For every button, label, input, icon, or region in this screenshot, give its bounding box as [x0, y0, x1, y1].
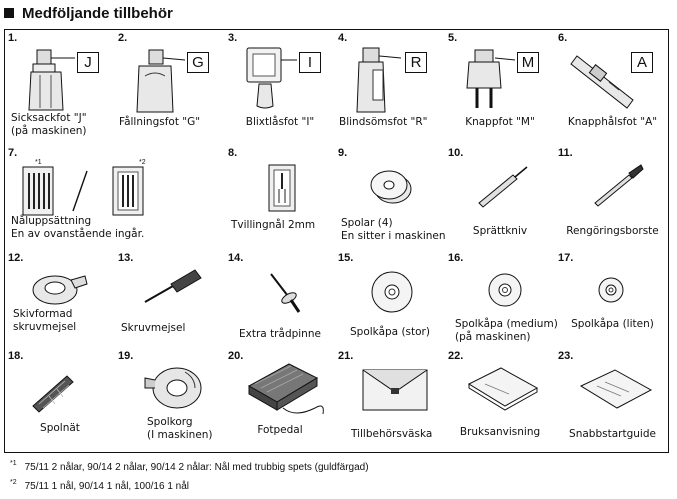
item-15: [335, 250, 445, 348]
item-number: 10.: [448, 147, 464, 159]
item-1: [5, 30, 115, 145]
seam-ripper-icon: [445, 145, 555, 215]
item-2: [115, 30, 225, 145]
manual-icon: [445, 348, 555, 418]
item-13: [115, 250, 225, 348]
item-23: [555, 348, 670, 453]
screwdriver-icon: [115, 250, 225, 320]
item-label: Knapphålsfot "A": [567, 116, 658, 128]
spool-pin-icon: [225, 250, 335, 320]
item-label: Sprättkniv: [472, 225, 528, 237]
spool-cap-large-icon: [335, 250, 445, 320]
spool-cap-medium-icon: [445, 250, 555, 320]
item-label: Knappfot "M": [465, 116, 535, 128]
item-number: 23.: [558, 350, 574, 362]
zipper-foot-icon: [225, 30, 335, 120]
item-number: 9.: [338, 147, 348, 159]
item-10: [445, 145, 555, 250]
foot-badge: M: [517, 52, 539, 73]
item-number: 19.: [118, 350, 134, 362]
item-label: Skivformad skruvmejsel: [13, 308, 77, 333]
item-22: [445, 348, 555, 453]
item-8: [225, 145, 335, 250]
item-number: 12.: [8, 252, 24, 264]
item-number: 1.: [8, 32, 18, 44]
footnote-2: $^{*2}$ 75/11 1 nål, 90/14 1 nål, 100/16 1 nål: [10, 479, 190, 492]
item-label: Bruksanvisning: [459, 426, 541, 438]
item-number: 7.: [8, 147, 18, 159]
item-18: [5, 348, 115, 453]
item-number: 11.: [558, 147, 573, 159]
item-number: 5.: [448, 32, 458, 44]
item-19: [115, 348, 225, 453]
item-number: 4.: [338, 32, 348, 44]
item-21: [335, 348, 445, 453]
item-label: Fotpedal: [257, 424, 303, 436]
bullet-square-icon: [4, 8, 14, 18]
item-label: Spolkåpa (medium) (på maskinen): [455, 318, 558, 343]
foot-badge: A: [631, 52, 653, 73]
item-label: Blindsömsfot "R": [339, 116, 428, 128]
item-label: Tvillingnål 2mm: [231, 219, 316, 231]
item-12: [5, 250, 115, 348]
footnote-mark: *2: [139, 159, 146, 166]
item-17: [555, 250, 670, 348]
item-number: 20.: [228, 350, 244, 362]
item-4: [335, 30, 445, 145]
item-number: 15.: [338, 252, 354, 264]
item-number: 21.: [338, 350, 354, 362]
accessory-bag-icon: [335, 348, 445, 418]
item-number: 18.: [8, 350, 24, 362]
item-number: 14.: [228, 252, 244, 264]
item-6: [555, 30, 670, 145]
item-label: Sicksackfot "J" (på maskinen): [11, 112, 87, 137]
zigzag-foot-icon: [5, 30, 115, 120]
foot-badge: R: [405, 52, 427, 73]
item-20: [225, 348, 335, 453]
item-label: Spolkåpa (liten): [571, 318, 654, 330]
foot-badge: I: [299, 52, 321, 73]
item-label: Skruvmejsel: [121, 322, 186, 334]
item-label: Spolnät: [40, 422, 80, 434]
foot-badge: J: [77, 52, 99, 73]
section-title: [4, 2, 173, 24]
needle-set-icon: [5, 145, 225, 215]
button-foot-icon: [445, 30, 555, 120]
hemmer-foot-icon: [115, 30, 225, 120]
item-label: Snabbstartguide: [569, 428, 656, 440]
item-number: 2.: [118, 32, 128, 44]
bobbin-icon: [335, 145, 445, 215]
item-3: [225, 30, 335, 145]
item-number: 6.: [558, 32, 568, 44]
item-number: 16.: [448, 252, 464, 264]
quick-start-guide-icon: [555, 348, 670, 418]
item-label: Spolar (4) En sitter i maskinen: [341, 217, 446, 242]
item-11: [555, 145, 670, 250]
item-label: Spolkorg (I maskinen): [147, 416, 213, 441]
foot-badge: G: [187, 52, 209, 73]
twin-needle-icon: [225, 145, 335, 215]
item-number: 8.: [228, 147, 238, 159]
item-label: Tillbehörsväska: [351, 428, 433, 440]
bobbin-case-icon: [115, 348, 225, 418]
item-label: Extra trådpinne: [239, 328, 321, 340]
accessories-grid: [4, 29, 669, 453]
item-5: [445, 30, 555, 145]
footnotes: [10, 456, 369, 494]
spool-net-icon: [5, 348, 115, 418]
item-label: Nåluppsättning En av ovanstående ingår.: [11, 215, 145, 240]
buttonhole-foot-icon: [555, 30, 670, 120]
item-number: 22.: [448, 350, 464, 362]
cleaning-brush-icon: [555, 145, 670, 215]
blindstitch-foot-icon: [335, 30, 445, 120]
item-label: Fållningsfot "G": [119, 116, 201, 128]
item-number: 13.: [118, 252, 134, 264]
foot-pedal-icon: [225, 348, 335, 418]
item-7: [5, 145, 225, 250]
item-label: Spolkåpa (stor): [350, 326, 430, 338]
item-9: [335, 145, 445, 250]
spool-cap-small-icon: [555, 250, 670, 320]
footnote-1: $^{*1}$ 75/11 2 nålar, 90/14 2 nålar, 90/14 2 nålar: Nål med trubbig spets (guldfärgad): [10, 460, 369, 473]
section-title-text: Medföljande tillbehör: [22, 4, 173, 22]
footnote-mark: *1: [35, 159, 42, 166]
item-number: 3.: [228, 32, 238, 44]
item-number: 17.: [558, 252, 574, 264]
item-14: [225, 250, 335, 348]
item-label: Blixtlåsfot "I": [245, 116, 315, 128]
item-label: Rengöringsborste: [566, 225, 659, 237]
item-16: [445, 250, 558, 348]
